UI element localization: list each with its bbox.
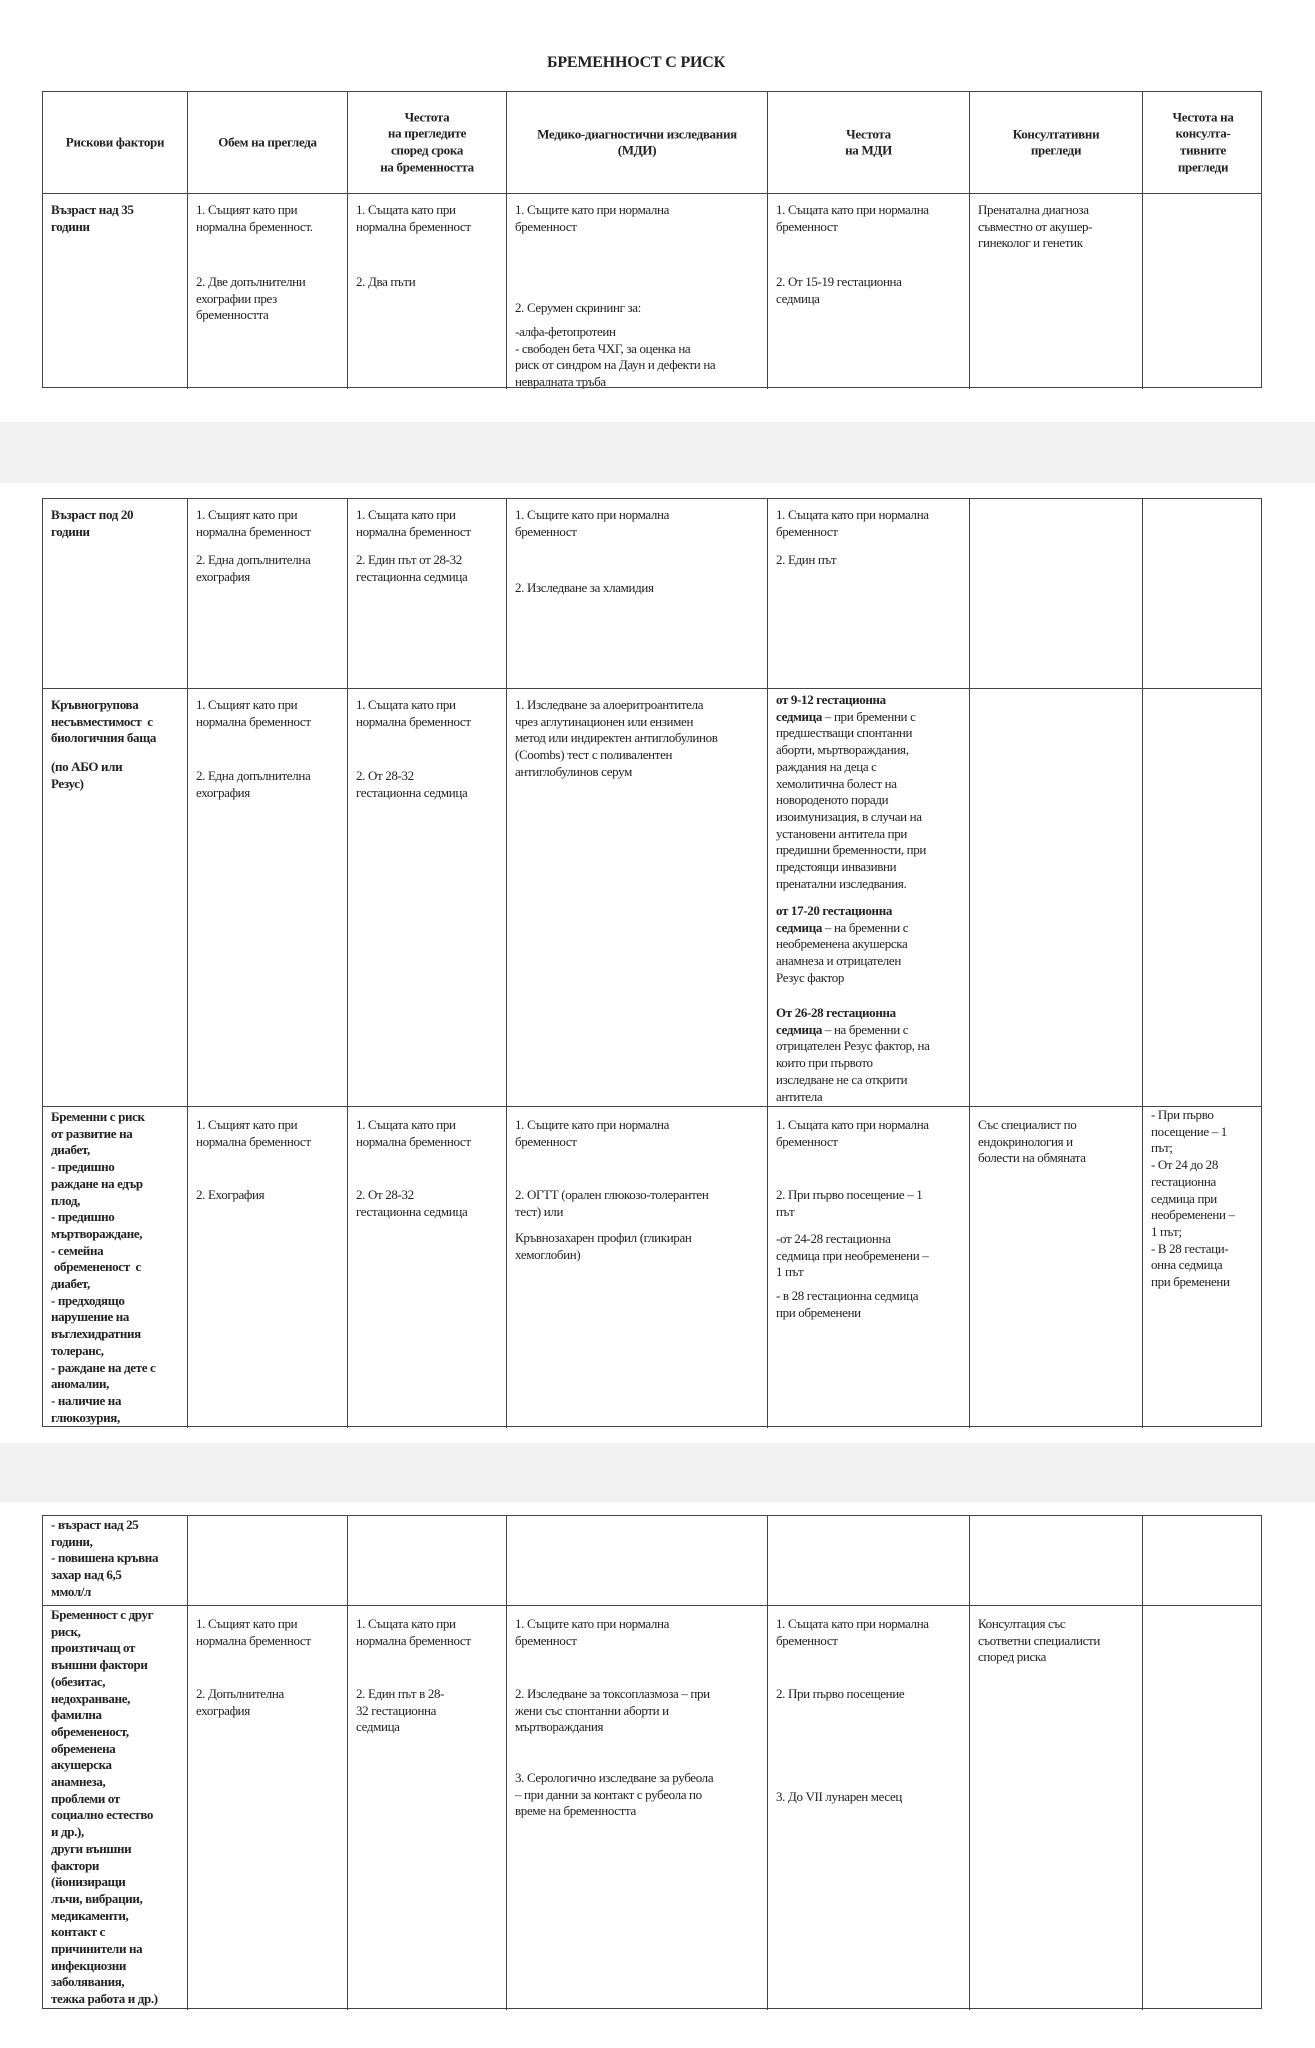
table-cell xyxy=(187,1107,347,1428)
table-cell xyxy=(1142,1516,1263,1605)
table-cell xyxy=(1142,689,1263,1106)
table-row xyxy=(43,499,1261,688)
risk-factor-text xyxy=(51,759,122,792)
cell-paragraph: 2. Допълнителна ехография xyxy=(196,1686,284,1718)
cell-paragraph: 2. Две допълнителни ехографии през бременността xyxy=(196,274,306,323)
page-separator xyxy=(0,1443,1315,1502)
table-header-row xyxy=(43,92,1261,193)
cell-paragraph: 1. Изследване за алоеритроантитела чрез аглутинационен или ензимен метод или индиректен антиглобулинов (Coombs) тест с поливалентен антиглобулинов серум xyxy=(515,697,718,779)
table-row xyxy=(43,1106,1261,1428)
cell-paragraph: 1. Същият като при нормална бременност. xyxy=(196,202,313,234)
cell-paragraph: 2. При първо посещение xyxy=(776,1686,905,1701)
table-cell xyxy=(506,194,767,389)
cell-paragraph: Кръвнозахарен профил (гликиран хемоглобин) xyxy=(515,1230,692,1262)
table-cell xyxy=(347,1516,506,1605)
normal-text: – при бременни с предшестващи спонтанни аборти, мъртвораждания, раждания на деца с хемолитична болест на новороденото поради изоимунизация, в случаи на установени антитела при предишни бременности, при предстоящи инвазивни пренатални изследвания. xyxy=(776,708,926,891)
table-cell xyxy=(347,1107,506,1428)
cell-paragraph: 2. От 28-32 гестационна седмица xyxy=(356,1187,468,1219)
cell-paragraph: 1. Същият като при нормална бременност xyxy=(196,1616,311,1648)
table-cell xyxy=(187,1516,347,1605)
table-cell xyxy=(767,1107,969,1428)
bold-text: - възраст над 25 години, - повишена кръвна захар над 6,5 ммол/л xyxy=(51,1517,159,1599)
table-cell xyxy=(1142,1606,1263,2010)
cell-paragraph: 1. Същата като при нормална бременност xyxy=(776,1117,929,1149)
normal-text: – на бременни с отрицателен Резус фактор, на които при първото изследване не са открити антитела xyxy=(776,1021,930,1104)
bold-text: Възраст над 35 години xyxy=(51,202,134,234)
table-cell xyxy=(767,1606,969,2010)
cell-paragraph xyxy=(776,1005,930,1105)
table-cell xyxy=(43,1606,187,2010)
table-cell xyxy=(43,499,187,688)
table-cell xyxy=(187,194,347,389)
cell-paragraph xyxy=(776,692,926,892)
cell-paragraph: 2. Изследване за токсоплазмоза – при жени със спонтанни аборти и мъртвораждания xyxy=(515,1686,710,1735)
cell-paragraph: 3. До VII лунарен месец xyxy=(776,1789,903,1804)
cell-paragraph: Със специалист по ендокринология и болести на обмяната xyxy=(978,1117,1086,1166)
normal-text: – на бременни с необременена акушерска анамнеза и отрицателен Резус фактор xyxy=(776,919,909,985)
cell-paragraph: 1. Същите като при нормална бременност xyxy=(515,1117,670,1149)
column-header: Честота на консулта- тивните прегледи xyxy=(1172,109,1234,175)
table-cell xyxy=(347,194,506,389)
cell-paragraph: -от 24-28 гестационна седмица при необременени – 1 път xyxy=(776,1231,929,1280)
cell-paragraph: 1. Същата като при нормална бременност xyxy=(356,697,471,729)
column-header: Обем на прегледа xyxy=(218,134,317,150)
bold-text: Възраст под 20 години xyxy=(51,507,134,539)
risk-pregnancy-table xyxy=(42,498,1262,1427)
table-cell xyxy=(969,1606,1142,2010)
table-cell xyxy=(506,1107,767,1428)
cell-paragraph: 2. Два пъти xyxy=(356,274,416,289)
cell-paragraph: Пренатална диагноза съвместно от акушер- гинеколог и генетик xyxy=(978,202,1093,251)
table-cell xyxy=(1142,1107,1263,1428)
table-cell xyxy=(43,194,187,389)
cell-paragraph: 2. ОГТТ (орален глюкозо-толерантен тест) или xyxy=(515,1187,709,1219)
cell-paragraph: 3. Серологично изследване за рубеола – при данни за контакт с рубеола по време на бременността xyxy=(515,1770,714,1819)
column-header: Медико-диагностични изследвания (МДИ) xyxy=(537,125,737,158)
table-cell xyxy=(1142,499,1263,688)
table-cell xyxy=(187,92,347,193)
table-cell xyxy=(969,92,1142,193)
table-cell xyxy=(187,689,347,1106)
cell-paragraph: Консултация със съответни специалисти според риска xyxy=(978,1616,1100,1665)
table-row xyxy=(43,688,1261,1106)
cell-paragraph: 2. Изследване за хламидия xyxy=(515,580,654,595)
table-cell xyxy=(43,1516,187,1605)
cell-paragraph: 1. Същата като при нормална бременност xyxy=(356,1117,471,1149)
cell-paragraph: 1. Същите като при нормална бременност xyxy=(515,1616,670,1648)
cell-paragraph: 2. От 28-32 гестационна седмица xyxy=(356,768,468,800)
cell-paragraph: 2. Един път в 28- 32 гестационна седмица xyxy=(356,1686,445,1735)
risk-factor-text xyxy=(51,202,134,235)
cell-paragraph: 2. Един път xyxy=(776,552,837,567)
page-separator xyxy=(0,422,1315,483)
cell-paragraph: 2. Един път от 28-32 гестационна седмица xyxy=(356,552,468,584)
table-cell xyxy=(767,689,969,1106)
table-cell xyxy=(347,92,506,193)
column-header: Честота на МДИ xyxy=(845,125,892,158)
table-cell xyxy=(506,92,767,193)
table-cell xyxy=(767,499,969,688)
cell-paragraph: - в 28 гестационна седмица при обременени xyxy=(776,1288,919,1320)
bold-text: от 17-20 гестационна седмица xyxy=(776,903,892,935)
table-row xyxy=(43,1605,1261,2010)
cell-paragraph: 1. Същите като при нормална бременност xyxy=(515,507,670,539)
risk-factor-text xyxy=(51,1517,158,1601)
column-header: Рискови фактори xyxy=(65,134,165,150)
table-row xyxy=(43,1516,1261,1605)
table-cell xyxy=(43,689,187,1106)
document-title: БРЕМЕННОСТ С РИСК xyxy=(546,54,726,71)
table-cell xyxy=(506,1606,767,2010)
cell-paragraph: 2. При първо посещение – 1 път xyxy=(776,1187,923,1219)
table-cell xyxy=(347,689,506,1106)
table-cell xyxy=(187,1606,347,2010)
cell-paragraph: 1. Същите като при нормална бременност xyxy=(515,202,670,234)
risk-factor-text xyxy=(51,507,133,540)
cell-paragraph: 1. Същата като при нормална бременност xyxy=(776,202,929,234)
table-cell xyxy=(506,689,767,1106)
cell-paragraph: 1. Същата като при нормална бременност xyxy=(776,1616,929,1648)
table-cell xyxy=(767,92,969,193)
cell-paragraph: 2. Една допълнителна ехография xyxy=(196,768,311,800)
table-cell xyxy=(1142,194,1263,389)
bold-text: Кръвногрупова несъвместимост с биологичния баща xyxy=(51,697,156,746)
risk-factor-text xyxy=(51,1607,158,2008)
risk-pregnancy-table xyxy=(42,91,1262,388)
cell-paragraph: 2. От 15-19 гестационна седмица xyxy=(776,274,902,306)
risk-factor-text xyxy=(51,697,156,747)
cell-paragraph: - При първо посещение – 1 път; - От 24 до 28 гестационна седмица при необременени – 1 път; - В 28 гестаци- онна седмица при бременени xyxy=(1151,1107,1235,1290)
table-cell xyxy=(969,499,1142,688)
cell-paragraph: 1. Същият като при нормална бременност xyxy=(196,697,311,729)
cell-paragraph: 2. Ехография xyxy=(196,1187,265,1202)
table-cell xyxy=(506,1516,767,1605)
cell-paragraph: -алфа-фетопротеин - свободен бета ЧХГ, за оценка на риск от синдром на Даун и дефекти на невралната тръба xyxy=(515,324,716,390)
table-cell xyxy=(767,1516,969,1605)
table-cell xyxy=(767,194,969,389)
column-header: Консултативни прегледи xyxy=(1012,125,1100,158)
risk-pregnancy-table xyxy=(42,1515,1262,2009)
cell-paragraph: 2. Серумен скрининг за: xyxy=(515,300,641,315)
bold-text: от 9-12 гестационна седмица xyxy=(776,692,886,724)
table-cell xyxy=(969,1107,1142,1428)
cell-paragraph: 1. Същата като при нормална бременност xyxy=(356,1616,471,1648)
table-cell xyxy=(1142,92,1263,193)
table-cell xyxy=(347,499,506,688)
table-cell xyxy=(969,194,1142,389)
table-cell xyxy=(43,1107,187,1428)
bold-text: От 26-28 гестационна седмица xyxy=(776,1005,896,1037)
table-cell xyxy=(347,1606,506,2010)
cell-paragraph: 1. Същият като при нормална бременност xyxy=(196,507,311,539)
table-cell xyxy=(187,499,347,688)
table-row xyxy=(43,193,1261,389)
cell-paragraph: 1. Същият като при нормална бременност xyxy=(196,1117,311,1149)
cell-paragraph xyxy=(776,903,908,987)
cell-paragraph: 1. Същата като при нормална бременност xyxy=(356,507,471,539)
table-cell xyxy=(969,689,1142,1106)
cell-paragraph: 1. Същата като при нормална бременност xyxy=(776,507,929,539)
column-header: Честота на прегледите според срока на бременността xyxy=(380,109,474,175)
cell-paragraph: 1. Същата като при нормална бременност xyxy=(356,202,471,234)
bold-text: (по АБО или Резус) xyxy=(51,759,123,791)
bold-text: Бременност с друг риск, произтичащ от външни фактори (обезитас, недохранване, фамилна обремененост, обременена акушерска анамнеза, проблеми от социално естество и др.), други външни фактори (йонизиращи лъчи, вибрации, медикаменти, контакт с причинители на инфекциозни заболявания, тежка работа и др.) xyxy=(51,1607,158,2007)
cell-paragraph: 2. Една допълнителна ехография xyxy=(196,552,311,584)
risk-factor-text xyxy=(51,1109,155,1426)
table-cell xyxy=(969,1516,1142,1605)
table-cell xyxy=(43,92,187,193)
table-cell xyxy=(506,499,767,688)
bold-text: Бременни с риск от развитие на диабет, - предишно раждане на едър плод, - предишно мъртвораждане, - семейна обремененост с диабет, - предходящо нарушение на въглехидратния толеранс, - раждане на дете с аномалии, - наличие на глюкозурия, xyxy=(51,1109,156,1425)
